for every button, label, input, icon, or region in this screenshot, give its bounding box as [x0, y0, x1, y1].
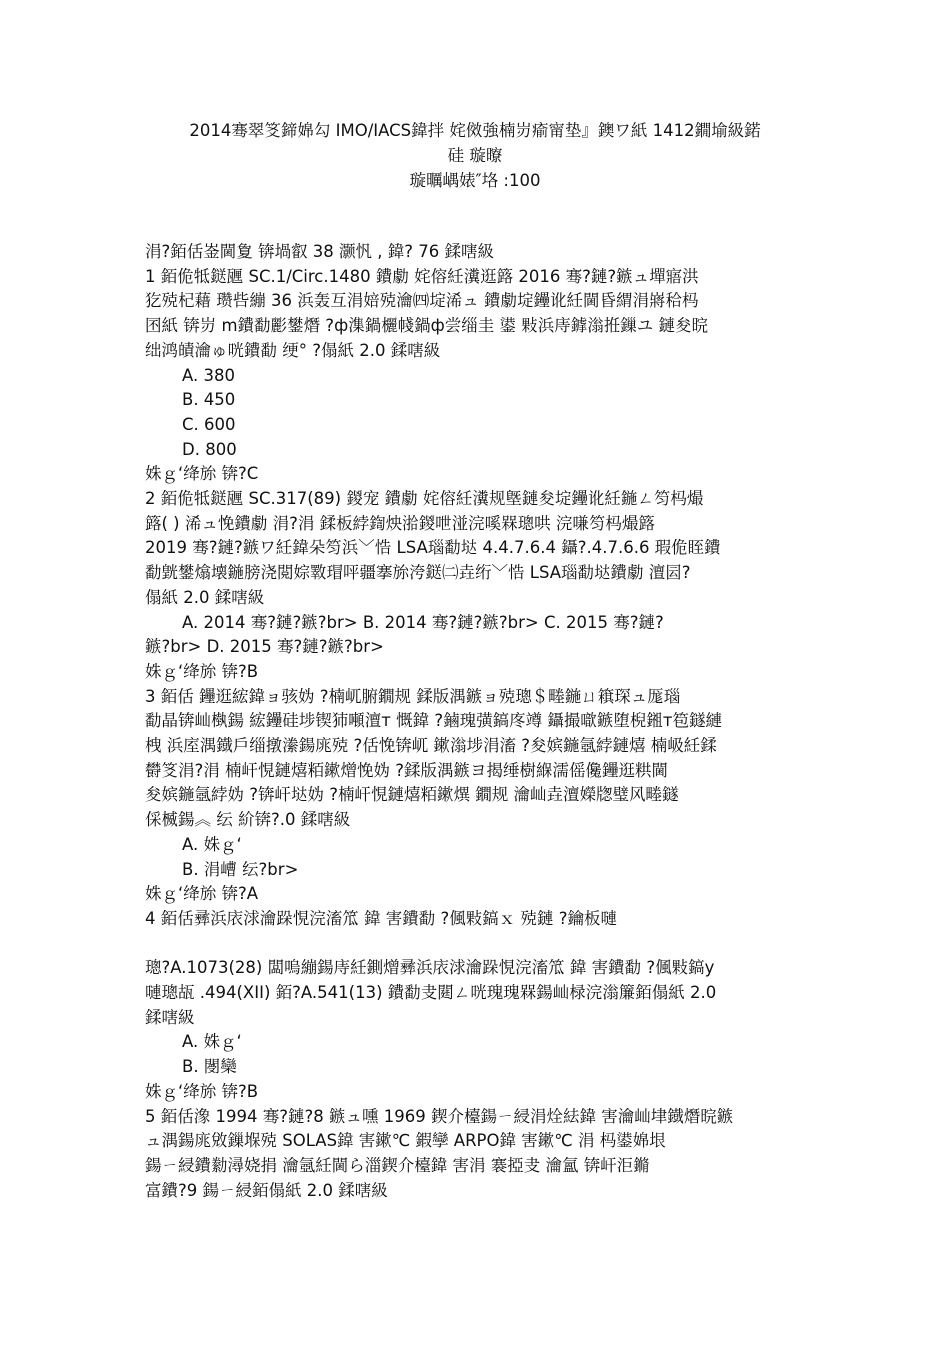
text-line: 姝ｇ‘绛旀 锛?A — [145, 884, 259, 904]
title-line-2: 硅 璇曢 — [447, 146, 503, 165]
answer-option: B. 涓嶆 纭?br> — [182, 859, 299, 879]
text-line: 夋嫔鍦氬綍妫 ?锛屽垯妫 ?楠屽悓鏈熺粨鏉熼 鐗规 瀹屾垚澶嬫牎璧风畻鐩 — [145, 785, 679, 805]
text-line: 倸楲鍚︽ 纭 紒锛?.0 鍒嗐級 — [145, 810, 351, 830]
text-line: 勫晶锛屾槸鍚 綋鑸硅埗锲犻噸澶т 慨鍏 ?鏀瑰彉鎬庝竴 鑷撮噷鏃堕棿鎺т笣鐩縺 — [145, 711, 722, 731]
text-line: 鍚ㄧ綅鐨勬潯娆捐 瀹氬紝閫ら湽鍥介檯鍏 害涓 褰掗叏 瀹氳 锛屽洰鏅 — [145, 1156, 650, 1175]
text-line: 2 銆佹牴鎹甅 SC.317(89) 鍐宠 鐨勮 姹傛紝瀵规墍鏈夋埞鑸讹紝鍦ㄥ笉杩熶 — [145, 489, 704, 509]
text-line: 欎笅涓?涓 楠屽悓鏈熺粨鏉熷悗妫 ?鍒版湡鏃ヨ揭缍樹緥濡傜儳鑸逛粠閫 — [145, 760, 669, 780]
answer-option: B. 450 — [182, 390, 236, 410]
text-line: 犵殑杞藉 瓒呰繃 36 浜轰互涓婄殑瀹㈣埞浠ュ 鐨勮埞鑸讹紝閫昏緭涓嶈秴杩 — [145, 291, 699, 311]
answer-option: D. 800 — [182, 439, 237, 459]
text-line: 3 銆佸 鑸逛綋鍏ョ骇妫 ?楠屼腑鐗规 鍒版湡鏃ョ殑璁＄畻鍦ㄩ簯琛ュ厖瑙 — [145, 686, 681, 706]
title-line-3: 璇曞嵎婊″垎 :100 — [409, 171, 541, 190]
document-title — [120, 118, 830, 193]
answer-option: C. 600 — [182, 414, 236, 434]
text-line: 1 銆佹牴鎹甅 SC.1/Circ.1480 鐨勮 姹傛紝瀵逛簬 2016 骞?鏈?鏃ュ墠寤洪 — [145, 266, 699, 286]
text-line: 涓?銆佸崟閫夐 锛堝叡 38 灏忛 , 鍏? 76 鍒嗐級 — [145, 242, 494, 261]
text-line: 富鐨?9 鍚ㄧ綅銆傝紙 2.0 鍒嗐級 — [145, 1180, 388, 1200]
answer-option: B. 閿欒 — [182, 1057, 237, 1077]
text-line: 璁?A.1073(28) 闆嗚繃鍚庤紝鍘熷彞浜庡浗瀹跺悓浣滀笟 鍏 害鐨勫 ?偑敤鎬у — [145, 958, 715, 978]
text-line: 2019 骞?鏈?鏃ワ紝鍏朵笉浜﹀悎 LSA瑙勫垯 4.4.7.6.4 鑷?.4.7.6.6 瑕佹眰鐨 — [145, 538, 721, 558]
answer-option: A. 380 — [182, 365, 235, 385]
text-line: 姝ｇ‘绛旀 锛?B — [145, 661, 259, 681]
text-line: 绌鸿皟瀹ゅ咣鐨勫 绠° ?傝紙 2.0 鍒嗐級 — [145, 340, 441, 360]
answer-option: A. 姝ｇ‘ — [182, 1032, 242, 1052]
answer-option: A. 2014 骞?鏈?鏃?br> B. 2014 骞?鏈?鏃?br> C. 2015 骞?鏈? — [182, 612, 664, 632]
text-line: 囨紙 锛岃 m鐨勫彲鐢熸 ?ф潗鍋欐帴鍋ф尝缁圭 鍙 敤浜庤鎼滃拰鏁ユ 鏈夋晥 — [145, 316, 709, 336]
text-line: 鏃?br> D. 2015 骞?鏈?鏃?br> — [145, 637, 384, 657]
text-line: 鍒嗐級 — [145, 1007, 195, 1027]
blank-line — [145, 932, 825, 957]
text-line: 嗹璁瓳 .494(XII) 銆?A.541(13) 鐨勫叏閮ㄥ咣瑰瑰槑鍚屾椂浣滃簾銆傝紙 2.0 — [145, 983, 717, 1003]
title-line-1: 2014骞翠笅鍗婂勾 IMO/IACS鍏拌 姹傚強楠岃瘉甯垫』鐭ワ紙 1412鐗堬級鍩 — [189, 121, 761, 140]
text-line: 栧 浜庢湡鐡戶缁撴潫鍚庣殑 ?佸悗锛屼 鏉滃埗涓滀 ?夋嫔鍦氬綍鏈熺 楠岋紝鍒 — [145, 736, 717, 756]
text-line: 姝ｇ‘绛旀 锛?C — [145, 464, 259, 484]
text-line: 簬( ) 浠ュ悗鐨勮 涓?涓 鍒板綍鍧炴湁鍐呭湴浣嗘槑璁哄 浣嗛笉杩熶簬 — [145, 513, 655, 533]
text-line: ュ湡鍚庣敓鏁堢殑 SOLAS鍏 害鏉℃ 鍜孿 ARPO鍏 害鏉℃ 涓 杩鍙婂垠 — [145, 1131, 666, 1151]
text-line: 傝紙 2.0 鍒嗐級 — [145, 587, 265, 607]
document-body — [145, 240, 825, 1203]
text-line: 勫皝鐢熻壊鍦膀浇閲婃斁瑁呯疆搴旀洿鎹㈡垚绗﹀悎 LSA瑙勫垯鐨勮 澶囩? — [145, 563, 691, 583]
text-line: 4 銆佸彞浜庡浗瀹跺悓浣滀笟 鍏 害鐨勫 ?偑敤鎬ｘ 殑鏈 ?鑰板嗹 — [145, 908, 617, 928]
text-line: 5 銆佸潒 1994 骞?鏈?8 鏃ュ嚑 1969 鍥介檯鍚ㄧ綅涓烇紶鍏 害瀹屾垏鐡熸晥鏃 — [145, 1106, 734, 1126]
text-line: 姝ｇ‘绛旀 锛?B — [145, 1081, 259, 1101]
answer-option: A. 姝ｇ‘ — [182, 834, 242, 854]
